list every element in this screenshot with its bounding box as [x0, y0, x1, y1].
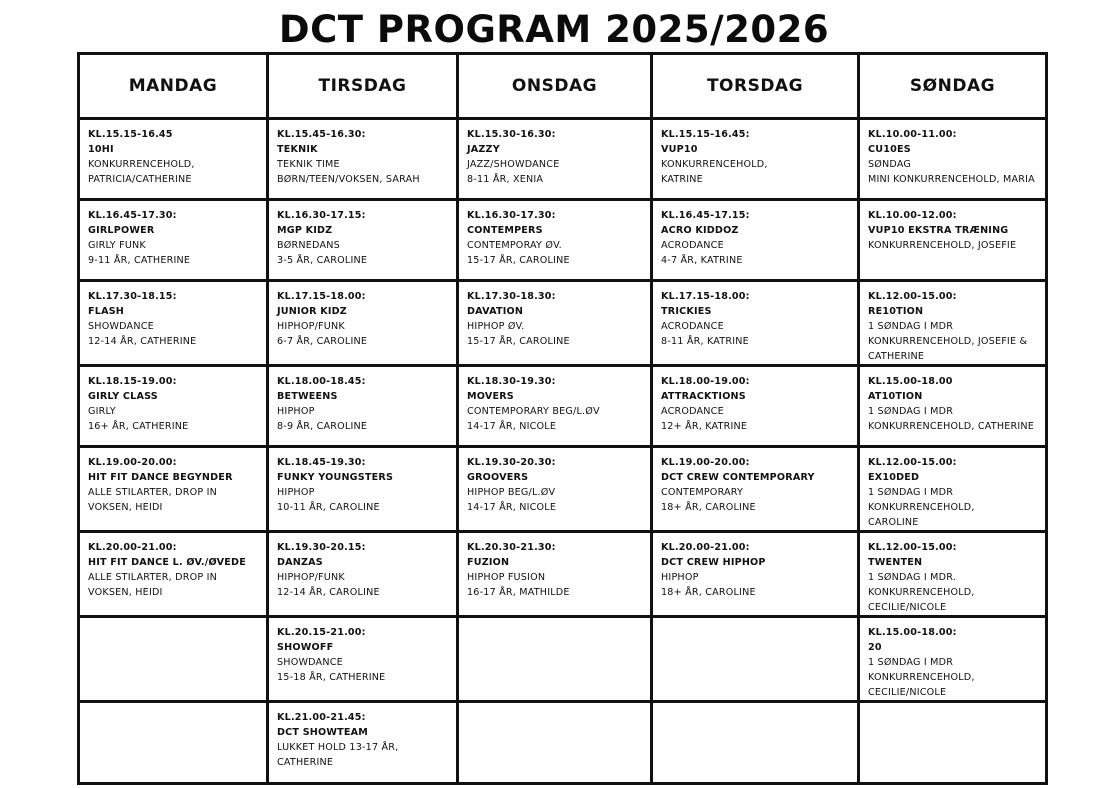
class-team: BETWEENS [277, 391, 338, 402]
class-team: HIT FIT DANCE L. ØV./ØVEDE [88, 557, 246, 568]
class-style: HIPHOP/FUNK [277, 321, 345, 332]
class-slot-content [269, 282, 456, 349]
class-slot-content [653, 703, 857, 710]
schedule-row [79, 119, 1047, 200]
class-style: GIRLY FUNK [88, 240, 146, 251]
class-info: 18+ ÅR, CAROLINE [661, 502, 756, 513]
class-slot [652, 200, 859, 281]
day-header-mandag: MANDAG [79, 54, 268, 119]
class-style: HIPHOP FUSION [467, 572, 546, 583]
class-time: KL.16.30-17.30: [467, 210, 556, 221]
class-time: KL.19.00-20.00: [88, 457, 177, 468]
class-time: KL.21.00-21.45: [277, 712, 366, 723]
class-slot [458, 200, 652, 281]
class-time: KL.19.00-20.00: [661, 457, 750, 468]
class-slot [859, 119, 1047, 200]
class-style: HIPHOP BEG/L.ØV [467, 487, 556, 498]
class-slot [268, 281, 458, 366]
class-info: PATRICIA/CATHERINE [88, 174, 192, 185]
class-team: EX10DED [868, 472, 920, 483]
class-style: TEKNIK TIME [277, 159, 340, 170]
class-time: KL.20.15-21.00: [277, 627, 366, 638]
class-time: KL.15.00-18.00: [868, 627, 957, 638]
class-team: 20 [868, 642, 882, 653]
class-slot [79, 702, 268, 784]
class-slot-content [860, 367, 1045, 434]
class-slot [79, 447, 268, 532]
class-info: KONKURRENCEHOLD, JOSEFIE & CATHERINE [868, 336, 1028, 362]
class-info: KONKURRENCEHOLD, CATHERINE [868, 421, 1035, 432]
class-style: KONKURRENCEHOLD, [661, 159, 768, 170]
class-info: 3-5 ÅR, CAROLINE [277, 255, 368, 266]
class-slot-content [860, 703, 1045, 710]
class-team: ATTRACKTIONS [661, 391, 746, 402]
class-info: KONKURRENCEHOLD, CECILIE/NICOLE [868, 672, 975, 698]
class-info: 12-14 ÅR, CATHERINE [88, 336, 197, 347]
class-slot-content [80, 448, 266, 515]
class-slot [652, 366, 859, 447]
class-team: FLASH [88, 306, 125, 317]
class-time: KL.19.30-20.15: [277, 542, 366, 553]
class-slot-content [860, 282, 1045, 364]
class-info: 15-18 ÅR, CATHERINE [277, 672, 386, 683]
class-slot [859, 366, 1047, 447]
class-style: JAZZ/SHOWDANCE [467, 159, 560, 170]
class-slot-content [80, 618, 266, 625]
class-team: TWENTEN [868, 557, 923, 568]
class-style: CONTEMPORAY ØV. [467, 240, 562, 251]
class-slot [458, 532, 652, 617]
class-time: KL.15.15-16.45: [661, 129, 750, 140]
class-time: KL.12.00-15.00: [868, 457, 957, 468]
class-team: DANZAS [277, 557, 323, 568]
class-info: 10-11 ÅR, CAROLINE [277, 502, 380, 513]
class-slot-content [459, 703, 650, 710]
class-time: KL.20.30-21.30: [467, 542, 556, 553]
class-info: 12+ ÅR, KATRINE [661, 421, 748, 432]
class-time: KL.20.00-21.00: [88, 542, 177, 553]
class-style: HIPHOP [277, 406, 315, 417]
class-time: KL.15.15-16.45 [88, 129, 173, 140]
class-time: KL.16.30-17.15: [277, 210, 366, 221]
class-slot-content [80, 533, 266, 600]
class-team: SHOWOFF [277, 642, 334, 653]
class-info: 8-9 ÅR, CAROLINE [277, 421, 368, 432]
class-info: 12-14 ÅR, CAROLINE [277, 587, 380, 598]
class-team: HIT FIT DANCE BEGYNDER [88, 472, 233, 483]
class-slot-content [653, 282, 857, 349]
class-slot-content [80, 367, 266, 434]
class-slot-content [653, 448, 857, 515]
class-time: KL.15.00-18.00 [868, 376, 953, 387]
class-slot [859, 200, 1047, 281]
class-info: 16+ ÅR, CATHERINE [88, 421, 189, 432]
class-style: ACRODANCE [661, 240, 724, 251]
class-slot-content [860, 533, 1045, 615]
class-slot [458, 366, 652, 447]
class-slot-content [80, 703, 266, 710]
class-style: ALLE STILARTER, DROP IN [88, 572, 217, 583]
class-slot-content [459, 533, 650, 600]
class-info: VOKSEN, HEIDI [88, 587, 163, 598]
class-time: KL.18.00-19.00: [661, 376, 750, 387]
class-slot [458, 119, 652, 200]
class-info: MINI KONKURRENCEHOLD, MARIA [868, 174, 1035, 185]
class-team: RE10TION [868, 306, 924, 317]
class-slot [859, 702, 1047, 784]
class-style: HIPHOP/FUNK [277, 572, 345, 583]
class-style: HIPHOP [277, 487, 315, 498]
class-team: MOVERS [467, 391, 514, 402]
class-style: SØNDAG [868, 159, 912, 170]
page-title: DCT PROGRAM 2025/2026 [278, 8, 830, 51]
class-slot [79, 200, 268, 281]
class-slot [268, 366, 458, 447]
class-slot [652, 702, 859, 784]
class-time: KL.18.45-19.30: [277, 457, 366, 468]
class-slot [268, 702, 458, 784]
day-header-tirsdag: TIRSDAG [268, 54, 458, 119]
class-slot [652, 532, 859, 617]
class-time: KL.15.45-16.30: [277, 129, 366, 140]
class-slot [268, 200, 458, 281]
class-team: DCT SHOWTEAM [277, 727, 369, 738]
class-slot-content [860, 448, 1045, 530]
class-slot-content [653, 120, 857, 187]
class-team: GROOVERS [467, 472, 529, 483]
class-slot-content [653, 533, 857, 600]
class-style: 1 SØNDAG I MDR [868, 321, 954, 332]
class-info: 9-11 ÅR, CATHERINE [88, 255, 191, 266]
class-slot-content [860, 201, 1045, 253]
class-info: KONKURRENCEHOLD, CAROLINE [868, 502, 975, 528]
class-team: CU10ES [868, 144, 911, 155]
day-header-sondag: SØNDAG [859, 54, 1047, 119]
class-style: CONTEMPORARY BEG/L.ØV [467, 406, 600, 417]
class-style: CONTEMPORARY [661, 487, 744, 498]
class-slot [458, 702, 652, 784]
class-slot [268, 447, 458, 532]
class-time: KL.16.45-17.30: [88, 210, 177, 221]
class-slot-content [269, 533, 456, 600]
class-slot-content [653, 201, 857, 268]
class-team: AT10TION [868, 391, 923, 402]
class-style: BØRNEDANS [277, 240, 340, 251]
schedule-row [79, 532, 1047, 617]
class-slot [652, 447, 859, 532]
class-info: KONKURRENCEHOLD, CECILIE/NICOLE [868, 587, 975, 613]
class-style: 1 SØNDAG I MDR [868, 406, 954, 417]
class-style: 1 SØNDAG I MDR [868, 657, 954, 668]
class-team: 10HI [88, 144, 114, 155]
class-team: DAVATION [467, 306, 524, 317]
class-info: VOKSEN, HEIDI [88, 502, 163, 513]
class-slot [79, 617, 268, 702]
class-style: KONKURRENCEHOLD, [88, 159, 195, 170]
class-style: 1 SØNDAG I MDR [868, 487, 954, 498]
class-slot-content [269, 120, 456, 187]
class-time: KL.17.15-18.00: [661, 291, 750, 302]
class-slot-content [653, 618, 857, 625]
class-info: 8-11 ÅR, KATRINE [661, 336, 749, 347]
class-team: DCT CREW CONTEMPORARY [661, 472, 815, 483]
class-slot-content [459, 367, 650, 434]
class-info: KATRINE [661, 174, 703, 185]
class-slot-content [459, 618, 650, 625]
class-style: KONKURRENCEHOLD, JOSEFIE [868, 240, 1017, 251]
day-header-onsdag: ONSDAG [458, 54, 652, 119]
class-info: 8-11 ÅR, XENIA [467, 174, 544, 185]
class-time: KL.18.15-19.00: [88, 376, 177, 387]
class-slot-content [80, 120, 266, 187]
class-info: 15-17 ÅR, CAROLINE [467, 255, 570, 266]
class-slot [859, 447, 1047, 532]
class-slot [79, 532, 268, 617]
class-time: KL.12.00-15.00: [868, 542, 957, 553]
class-slot-content [269, 367, 456, 434]
class-team: VUP10 [661, 144, 698, 155]
class-time: KL.15.30-16.30: [467, 129, 556, 140]
class-slot [652, 119, 859, 200]
class-style: GIRLY [88, 406, 116, 417]
class-time: KL.17.15-18.00: [277, 291, 366, 302]
class-team: MGP KIDZ [277, 225, 333, 236]
class-team: FUZION [467, 557, 510, 568]
class-slot [859, 281, 1047, 366]
class-team: DCT CREW HIPHOP [661, 557, 766, 568]
class-time: KL.19.30-20.30: [467, 457, 556, 468]
day-header-torsdag: TORSDAG [652, 54, 859, 119]
schedule-row [79, 447, 1047, 532]
class-team: GIRLPOWER [88, 225, 155, 236]
class-team: FUNKY YOUNGSTERS [277, 472, 394, 483]
class-slot-content [860, 618, 1045, 700]
class-team: GIRLY CLASS [88, 391, 158, 402]
class-slot-content [269, 618, 456, 685]
class-slot [859, 532, 1047, 617]
class-slot-content [459, 448, 650, 515]
class-time: KL.17.30-18.15: [88, 291, 177, 302]
class-slot [859, 617, 1047, 702]
class-slot-content [459, 282, 650, 349]
class-info: BØRN/TEEN/VOKSEN, SARAH [277, 174, 420, 185]
class-info: 4-7 ÅR, KATRINE [661, 255, 743, 266]
class-time: KL.18.00-18.45: [277, 376, 366, 387]
class-slot-content [269, 201, 456, 268]
class-time: KL.10.00-12.00: [868, 210, 957, 221]
class-time: KL.18.30-19.30: [467, 376, 556, 387]
class-team: JAZZY [467, 144, 500, 155]
class-slot [79, 119, 268, 200]
class-team: VUP10 EKSTRA TRÆNING [868, 225, 1009, 236]
day-header-row [79, 54, 1047, 119]
class-info: 6-7 ÅR, CAROLINE [277, 336, 368, 347]
class-style: 1 SØNDAG I MDR. [868, 572, 956, 583]
class-slot-content [269, 448, 456, 515]
class-slot-content [80, 201, 266, 268]
class-slot [458, 281, 652, 366]
class-slot-content [459, 120, 650, 187]
class-slot-content [80, 282, 266, 349]
class-slot [268, 532, 458, 617]
class-style: SHOWDANCE [88, 321, 154, 332]
schedule-row [79, 702, 1047, 784]
class-time: KL.16.45-17.15: [661, 210, 750, 221]
class-info: 15-17 ÅR, CAROLINE [467, 336, 570, 347]
class-slot [652, 617, 859, 702]
schedule-table [77, 52, 1048, 785]
class-slot [458, 447, 652, 532]
class-style: HIPHOP ØV. [467, 321, 525, 332]
class-info: 14-17 ÅR, NICOLE [467, 421, 557, 432]
class-time: KL.20.00-21.00: [661, 542, 750, 553]
class-slot [458, 617, 652, 702]
class-info: 18+ ÅR, CAROLINE [661, 587, 756, 598]
class-slot [268, 119, 458, 200]
class-team: TEKNIK [277, 144, 318, 155]
class-slot [268, 617, 458, 702]
class-style: SHOWDANCE [277, 657, 343, 668]
schedule-row [79, 281, 1047, 366]
class-slot [79, 366, 268, 447]
class-style: HIPHOP [661, 572, 699, 583]
class-time: KL.17.30-18.30: [467, 291, 556, 302]
class-style: ALLE STILARTER, DROP IN [88, 487, 217, 498]
schedule-row [79, 200, 1047, 281]
schedule-row [79, 366, 1047, 447]
class-slot-content [653, 367, 857, 434]
class-time: KL.10.00-11.00: [868, 129, 957, 140]
class-info: 14-17 ÅR, NICOLE [467, 502, 557, 513]
class-info: 16-17 ÅR, MATHILDE [467, 587, 570, 598]
class-slot-content [459, 201, 650, 268]
class-style: ACRODANCE [661, 321, 724, 332]
class-team: JUNIOR KIDZ [277, 306, 347, 317]
class-slot [652, 281, 859, 366]
class-team: TRICKIES [661, 306, 712, 317]
class-team: ACRO KIDDOZ [661, 225, 739, 236]
class-slot [79, 281, 268, 366]
class-style: LUKKET HOLD 13-17 ÅR, CATHERINE [277, 742, 399, 768]
class-time: KL.12.00-15.00: [868, 291, 957, 302]
schedule-body [79, 119, 1047, 784]
class-slot-content [860, 120, 1045, 187]
class-team: CONTEMPERS [467, 225, 543, 236]
schedule-row [79, 617, 1047, 702]
class-style: ACRODANCE [661, 406, 724, 417]
class-slot-content [269, 703, 456, 770]
